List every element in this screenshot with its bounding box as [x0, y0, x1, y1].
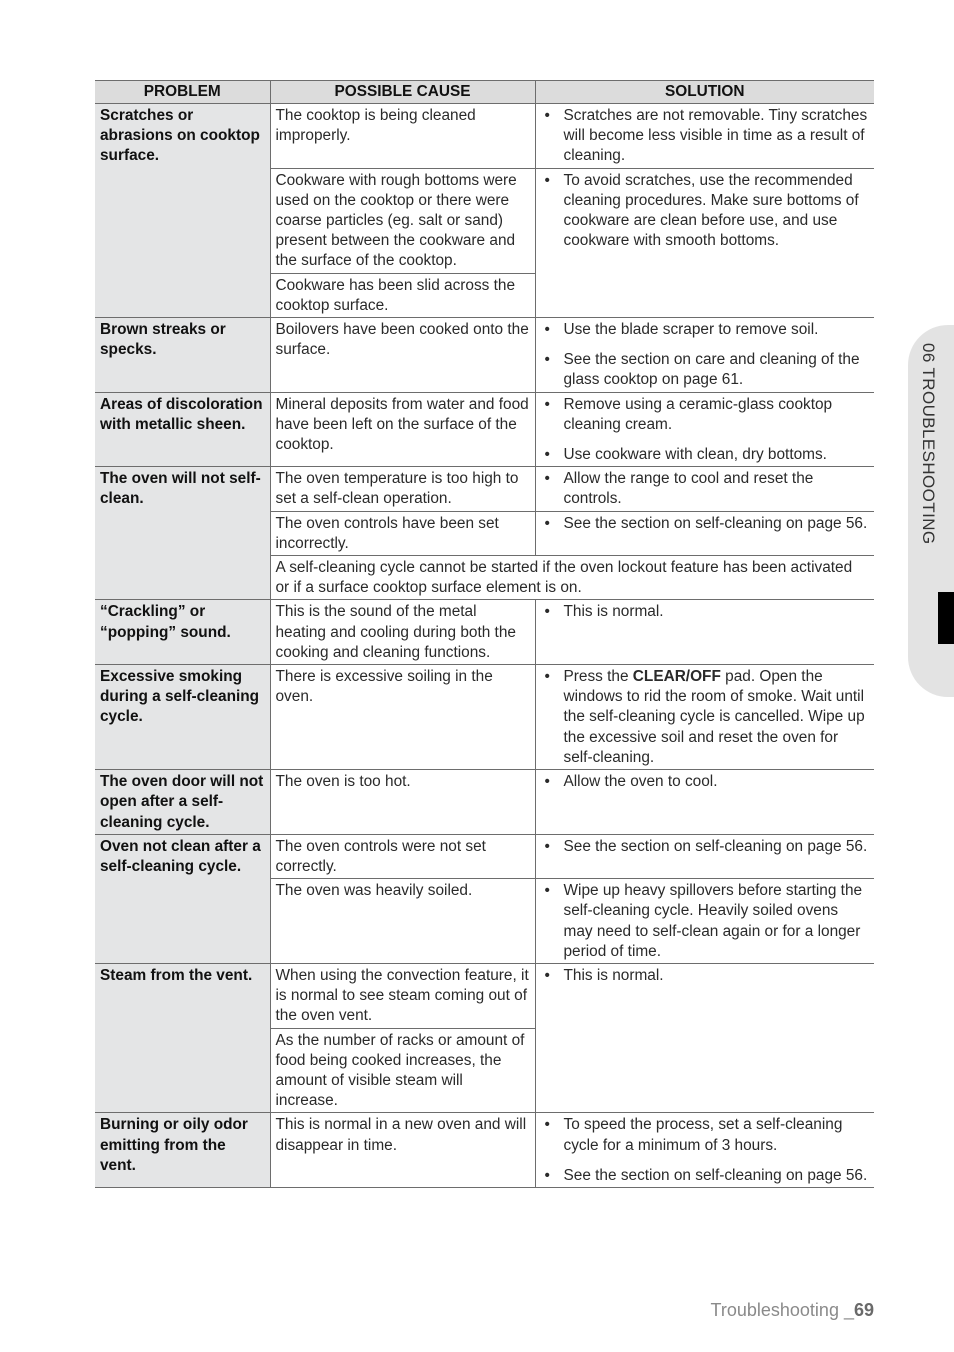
problem-cell: “Crackling” or “popping” sound. [95, 600, 270, 665]
solution-item [541, 667, 870, 768]
solution-item: • See the section on self-cleaning on page 56. [541, 837, 870, 857]
table-row [95, 665, 874, 770]
solution-item: • Allow the oven to cool. [541, 772, 870, 792]
solution-cell [535, 834, 874, 878]
solution-item: • See the section on self-cleaning on page 56. [541, 1166, 870, 1186]
problem-cell: The oven door will not open after a self-cleaning cycle. [95, 770, 270, 835]
table-row [95, 104, 874, 169]
solution-cell [535, 770, 874, 835]
table-row [95, 467, 874, 511]
solution-cell [535, 467, 874, 511]
problem-cell: Oven not clean after a self-cleaning cycle. [95, 834, 270, 963]
table-row [95, 834, 874, 878]
cause-cell: This is the sound of the metal heating and cooling during both the cooking and cleaning functions. [270, 600, 535, 665]
solution-cell [535, 879, 874, 964]
cause-cell: The oven was heavily soiled. [270, 879, 535, 964]
cause-cell: There is excessive soiling in the oven. [270, 665, 535, 770]
cause-cell: The oven temperature is too high to set a self-clean operation. [270, 467, 535, 511]
table-row [95, 600, 874, 665]
page-footer [711, 1300, 874, 1321]
table-row [95, 1113, 874, 1188]
cause-cell: Cookware with rough bottoms were used on the cooktop or there were coarse particles (eg. salt or sand) present between the cookware and the surface of the cooktop. [270, 168, 535, 273]
chapter-marker [938, 592, 954, 644]
cause-cell: Cookware has been slid across the cooktop surface. [270, 273, 535, 317]
header-solution: SOLUTION [535, 81, 874, 104]
problem-cell: Excessive smoking during a self-cleaning cycle. [95, 665, 270, 770]
solution-cell [535, 600, 874, 665]
solution-cell [535, 168, 874, 317]
table-row [95, 392, 874, 467]
table-row [95, 963, 874, 1028]
cause-cell: Mineral deposits from water and food have been left on the surface of the cooktop. [270, 392, 535, 467]
table-row [95, 770, 874, 835]
solution-item: • This is normal. [541, 602, 870, 622]
solution-item: • Use the blade scraper to remove soil. [541, 320, 870, 340]
note-cell: A self-cleaning cycle cannot be started if the oven lockout feature has been activated or if a surface cooktop surface element is on. [270, 556, 874, 600]
problem-cell: Areas of discoloration with metallic sheen. [95, 392, 270, 467]
header-possible-cause: POSSIBLE CAUSE [270, 81, 535, 104]
solution-item: • Remove using a ceramic-glass cooktop cleaning cream. [541, 395, 870, 435]
cause-cell: The oven is too hot. [270, 770, 535, 835]
chapter-side-tab-label: 06 TROUBLESHOOTING [919, 343, 938, 545]
solution-cell [535, 511, 874, 555]
table-header-row [95, 81, 874, 104]
solution-cell [535, 104, 874, 169]
cause-cell: This is normal in a new oven and will disappear in time. [270, 1113, 535, 1188]
solution-cell [535, 318, 874, 393]
clear-off-pad-label: CLEAR/OFF [632, 668, 721, 686]
solution-item: • This is normal. [541, 966, 870, 986]
solution-text-before: Press the [563, 668, 633, 686]
solution-cell [535, 963, 874, 1112]
problem-cell: Scratches or abrasions on cooktop surface. [95, 104, 270, 318]
cause-cell: As the number of racks or amount of food being cooked increases, the amount of visible steam will increase. [270, 1028, 535, 1113]
cause-cell: The cooktop is being cleaned improperly. [270, 104, 535, 169]
solution-item: • To speed the process, set a self-cleaning cycle for a minimum of 3 hours. [541, 1115, 870, 1155]
cause-cell: When using the convection feature, it is normal to see steam coming out of the oven vent. [270, 963, 535, 1028]
page-number: 69 [853, 1300, 874, 1320]
solution-item: • See the section on care and cleaning of the glass cooktop on page 61. [541, 350, 870, 390]
cause-cell: The oven controls were not set correctly. [270, 834, 535, 878]
problem-cell: Burning or oily odor emitting from the vent. [95, 1113, 270, 1188]
solution-item: • See the section on self-cleaning on page 56. [541, 514, 870, 534]
solution-cell [535, 1113, 874, 1188]
problem-cell: Brown streaks or specks. [95, 318, 270, 393]
solution-item: • Use cookware with clean, dry bottoms. [541, 445, 870, 465]
problem-cell: The oven will not self-clean. [95, 467, 270, 600]
cause-cell: The oven controls have been set incorrectly. [270, 511, 535, 555]
solution-cell [535, 665, 874, 770]
solution-item: • Wipe up heavy spillovers before starting the self-cleaning cycle. Heavily soiled ovens may need to self-clean again or for a longer period of time. [541, 881, 870, 962]
problem-cell: Steam from the vent. [95, 963, 270, 1112]
solution-text-after: pad. Open the windows to rid the room of smoke. Wait until the self-cleaning cycle is cancelled. Wipe up the excessive soil and reset the oven for self-cleaning. [563, 668, 865, 766]
troubleshooting-table [95, 80, 874, 1188]
footer-section-title: Troubleshooting _ [710, 1300, 854, 1320]
header-problem: PROBLEM [95, 81, 270, 104]
solution-item: • Allow the range to cool and reset the controls. [541, 469, 870, 509]
table-row [95, 318, 874, 393]
solution-item: • To avoid scratches, use the recommended cleaning procedures. Make sure bottoms of cookware are clean before use, and use cookware with smooth bottoms. [541, 171, 870, 252]
cause-cell: Boilovers have been cooked onto the surface. [270, 318, 535, 393]
solution-cell [535, 392, 874, 467]
solution-item: • Scratches are not removable. Tiny scratches will become less visible in time as a result of cleaning. [541, 106, 870, 167]
